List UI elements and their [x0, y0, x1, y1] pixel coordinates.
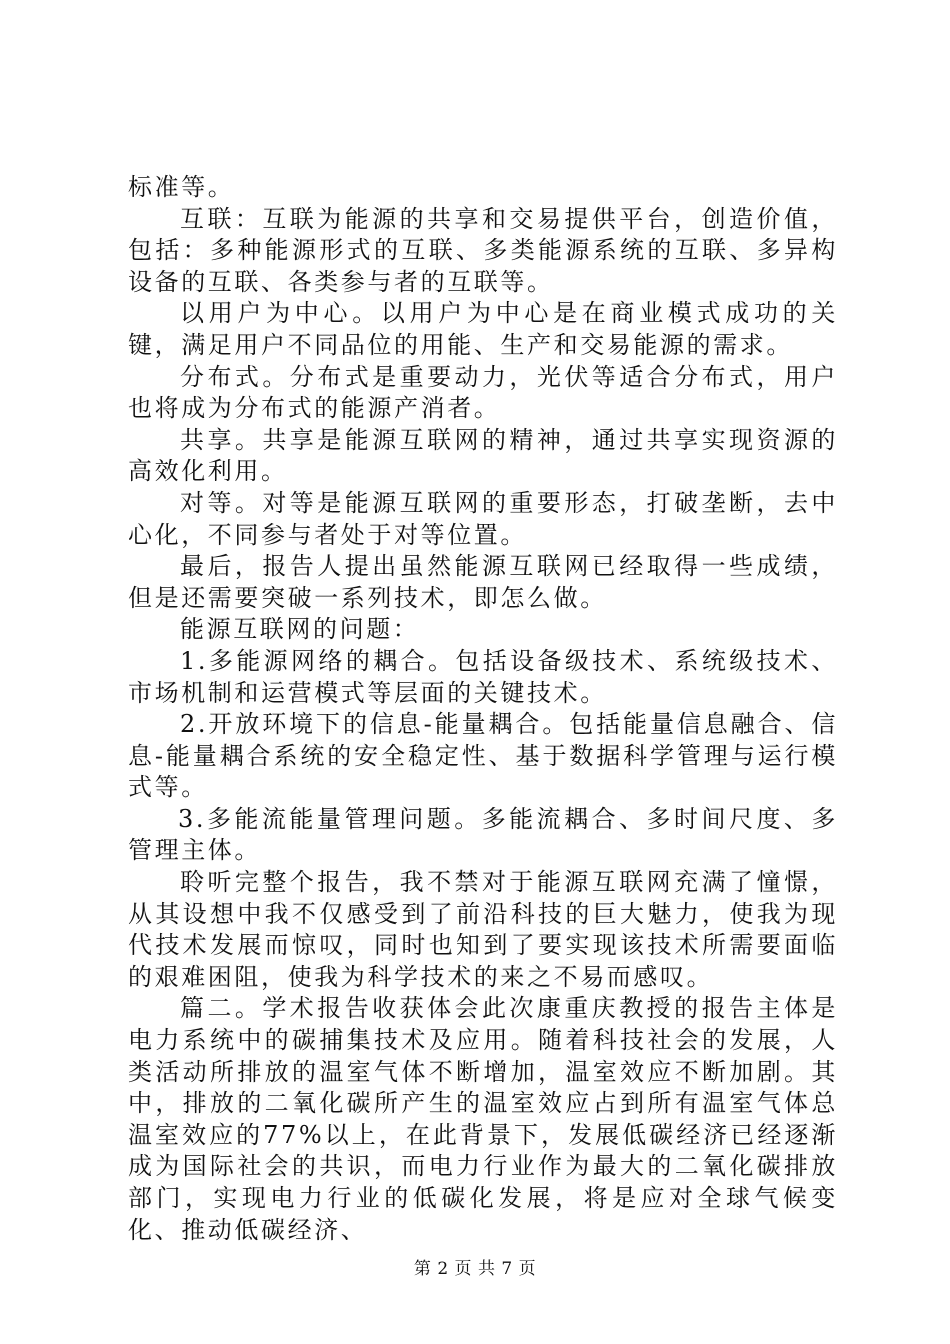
- paragraph: 互联：互联为能源的共享和交易提供平台，创造价值，包括：多种能源形式的互联、多类能源系统的互联、多异构设备的互联、各类参与者的互联等。: [128, 204, 838, 296]
- paragraph: 对等。对等是能源互联网的重要形态，打破垄断，去中心化，不同参与者处于对等位置。: [128, 488, 838, 549]
- paragraph: 最后，报告人提出虽然能源互联网已经取得一些成绩，但是还需要突破一系列技术，即怎么做。: [128, 552, 838, 612]
- paragraph: 共享。共享是能源互联网的精神，通过共享实现资源的高效化利用。: [128, 425, 838, 486]
- page-number-label: 第 2 页 共 7 页: [413, 1259, 537, 1279]
- list-item: 1.多能源网络的耦合。包括设备级技术、系统级技术、市场机制和运营模式等层面的关键技术。: [128, 646, 838, 707]
- paragraph-heading: 能源互联网的问题：: [180, 615, 420, 644]
- paragraph: 分布式。分布式是重要动力，光伏等适合分布式，用户也将成为分布式的能源产消者。: [128, 362, 838, 423]
- list-item: 3.多能流能量管理问题。多能流耦合、多时间尺度、多管理主体。: [128, 804, 838, 865]
- document-body: [128, 172, 838, 1246]
- paragraph: 篇二。学术报告收获体会此次康重庆教授的报告主体是电力系统中的碳捕集技术及应用。随着科技社会的发展，人类活动所排放的温室气体不断增加，温室效应不断加剧。其中，排放的二氧化碳所产生的温室效应占到所有温室气体总温室效应的77%以上，在此背景下，发展低碳经济已经逐渐成为国际社会的共识，而电力行业作为最大的二氧化碳排放部门，实现电力行业的低碳化发展，将是应对全球气候变化、推动低碳经济、: [128, 994, 838, 1244]
- paragraph: 聆听完整个报告，我不禁对于能源互联网充满了憧憬，从其设想中我不仅感受到了前沿科技的巨大魅力，使我为现代技术发展而惊叹，同时也知到了要实现该技术所需要面临的艰难困阻，使我为科学技术的来之不易而感叹。: [128, 868, 838, 991]
- paragraph: 标准等。: [128, 173, 235, 201]
- page-footer: [0, 1254, 950, 1279]
- list-item: 2.开放环境下的信息-能量耦合。包括能量信息融合、信息-能量耦合系统的安全稳定性、基于数据科学管理与运行模式等。: [128, 710, 838, 802]
- paragraph: 以用户为中心。以用户为中心是在商业模式成功的关键，满足用户不同品位的用能、生产和交易能源的需求。: [128, 299, 838, 359]
